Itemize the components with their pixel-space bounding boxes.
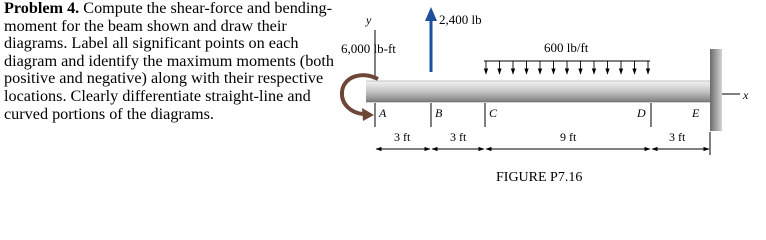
moment-label: 6,000 lb-ft bbox=[341, 41, 396, 56]
point-d-label: D bbox=[637, 106, 646, 120]
moment-arrowhead bbox=[362, 108, 374, 121]
problem-number: Problem 4. bbox=[4, 0, 80, 17]
dimension-ab-label: 3 ft bbox=[394, 130, 411, 144]
figure-caption: FIGURE P7.16 bbox=[496, 170, 583, 185]
point-e-label: E bbox=[692, 106, 700, 120]
wall-support bbox=[710, 49, 722, 131]
point-b-label: B bbox=[435, 106, 443, 120]
beam bbox=[366, 81, 710, 102]
distributed-load bbox=[484, 61, 650, 74]
dimension-de-label: 3 ft bbox=[669, 130, 686, 144]
point-c-label: C bbox=[489, 106, 498, 120]
x-axis-label: x bbox=[743, 88, 749, 102]
point-a-label: A bbox=[379, 106, 387, 120]
y-axis-label: y bbox=[366, 13, 372, 27]
dimension-cd-label: 9 ft bbox=[560, 130, 577, 144]
problem-text: Compute the shear-force and bending-moment for the beam shown and draw their diagrams. Label all significant points on each diagram and identify the maximum moments (both positive and negative) along with their respective locations. Clearly differentiate straight-line and curved portions of the diagrams. bbox=[4, 0, 334, 123]
point-force-arrowhead bbox=[425, 7, 437, 21]
distributed-load-label: 600 lb/ft bbox=[544, 40, 589, 55]
point-force-label: 2,400 lb bbox=[439, 12, 482, 27]
dimension-bc-label: 3 ft bbox=[450, 130, 467, 144]
